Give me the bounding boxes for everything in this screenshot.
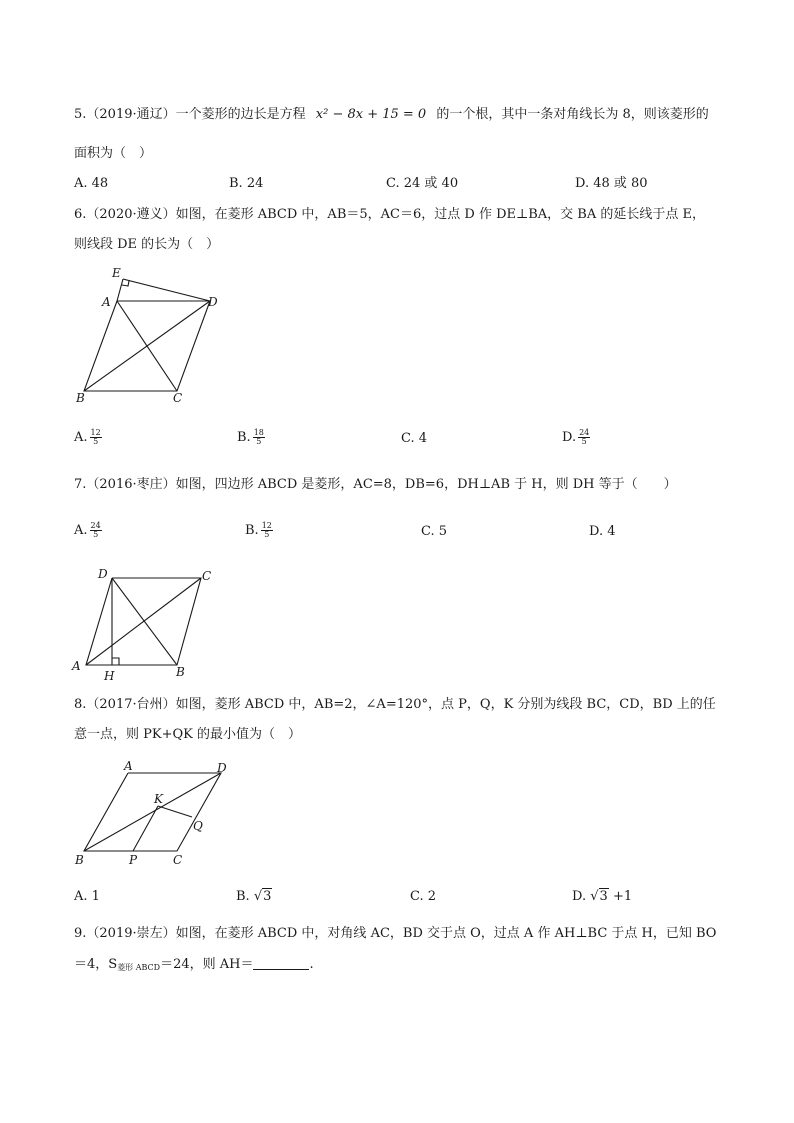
q8-option-d-letter: D. <box>572 889 587 904</box>
radicand: 3 <box>599 889 608 904</box>
q8-segment-pk <box>133 806 158 851</box>
q7-label-c: C <box>202 569 212 583</box>
q8-label-c: C <box>173 853 183 867</box>
fraction-denominator: 5 <box>93 437 99 446</box>
q9-subscript: 菱形 ABCD <box>117 963 161 972</box>
q7-line1: 7.（2016·枣庄）如图，四边形 ABCD 是菱形，AC=8，DB=6，DH⊥AB 于 H，则 DH 等于（ ） <box>74 477 677 492</box>
q8-line1: 8.（2017·台州）如图，菱形 ABCD 中，AB=2，∠A=120°，点 P，Q，K 分别为线段 BC，CD，BD 上的任 <box>74 697 716 712</box>
q6-line1: 6.（2020·遵义）如图，在菱形 ABCD 中，AB＝5，AC＝6，过点 D 作 DE⊥BA，交 BA 的延长线于点 E， <box>74 207 705 222</box>
q5-text-a: 5.（2019·通辽）一个菱形的边长是方程 <box>74 107 306 122</box>
q8-segment-kq <box>158 806 192 817</box>
q7-option-a-letter: A. <box>74 523 88 538</box>
q8-label-d: D <box>217 761 227 775</box>
q8-line2: 意一点，则 PK+QK 的最小值为（ ） <box>74 727 301 742</box>
q6-option-b-letter: B. <box>237 430 251 445</box>
q6-option-c: C. 4 <box>401 431 428 446</box>
q7-option-c: C. 5 <box>421 524 448 539</box>
q8-option-d <box>572 888 632 906</box>
q9-line2 <box>74 956 314 977</box>
q6-label-d: D <box>208 295 218 309</box>
q5-option-d: D. 48 或 80 <box>575 176 648 191</box>
q6-label-a: A <box>102 295 111 309</box>
q5-line2: 面积为（ ） <box>74 146 153 161</box>
q5-equation: x² − 8x + 15 = 0 <box>315 107 427 122</box>
q8-label-b: B <box>75 853 84 867</box>
q6-option-d-letter: D. <box>562 430 577 445</box>
q7-label-d: D <box>98 567 108 581</box>
q9-text-a: ＝4，S <box>74 957 118 972</box>
fraction-numerator: 18 <box>253 428 264 437</box>
q6-option-a-letter: A. <box>74 430 88 445</box>
fraction-numerator: 12 <box>90 428 101 437</box>
q8-label-a: A <box>124 759 133 773</box>
fraction-numerator: 24 <box>579 428 590 437</box>
q8-option-b-letter: B. <box>236 889 250 904</box>
q5-option-a: A. 48 <box>74 176 109 191</box>
q9-line1: 9.（2019·崇左）如图，在菱形 ABCD 中，对角线 AC，BD 交于点 O，过点 A 作 AH⊥BC 于点 H，已知 BO <box>74 926 717 941</box>
radicand: 3 <box>263 889 272 904</box>
q6-label-b: B <box>76 391 85 405</box>
q8-option-d-suffix: +1 <box>608 889 633 904</box>
q8-option-c: C. 2 <box>410 889 437 904</box>
fraction-numerator: 24 <box>90 521 101 530</box>
q5-option-b: B. 24 <box>229 176 264 191</box>
sqrt-icon: √3 <box>253 889 272 904</box>
q7-label-b: B <box>176 665 185 679</box>
fraction-denominator: 5 <box>93 530 99 539</box>
q6-line2: 则线段 DE 的长为（ ） <box>74 237 220 252</box>
q9-text-c: . <box>309 957 314 972</box>
q8-diagonal-bd <box>84 773 221 851</box>
sqrt-icon: √3 <box>590 889 608 904</box>
q8-label-q: Q <box>193 819 203 833</box>
fraction-denominator: 5 <box>256 437 262 446</box>
fraction-denominator: 5 <box>581 437 587 446</box>
fraction-numerator: 12 <box>261 521 272 530</box>
q7-label-a: A <box>72 659 81 673</box>
q5-text-b: 的一个根，其中一条对角线长为 8，则该菱形的 <box>436 107 709 122</box>
q8-label-p: P <box>129 853 138 867</box>
q8-option-b <box>236 888 272 906</box>
q8-option-a: A. 1 <box>74 889 100 904</box>
q8-label-k: K <box>154 792 163 806</box>
q6-label-c: C <box>173 391 183 405</box>
q7-option-b-letter: B. <box>245 523 259 538</box>
fraction-denominator: 5 <box>264 530 270 539</box>
q6-label-e: E <box>112 266 121 280</box>
q5-option-c: C. 24 或 40 <box>386 176 459 191</box>
q9-text-b: ＝24，则 AH＝ <box>160 957 254 972</box>
q9-answer-blank <box>253 957 309 970</box>
q7-label-h: H <box>104 669 115 683</box>
q7-option-d: D. 4 <box>589 524 616 539</box>
